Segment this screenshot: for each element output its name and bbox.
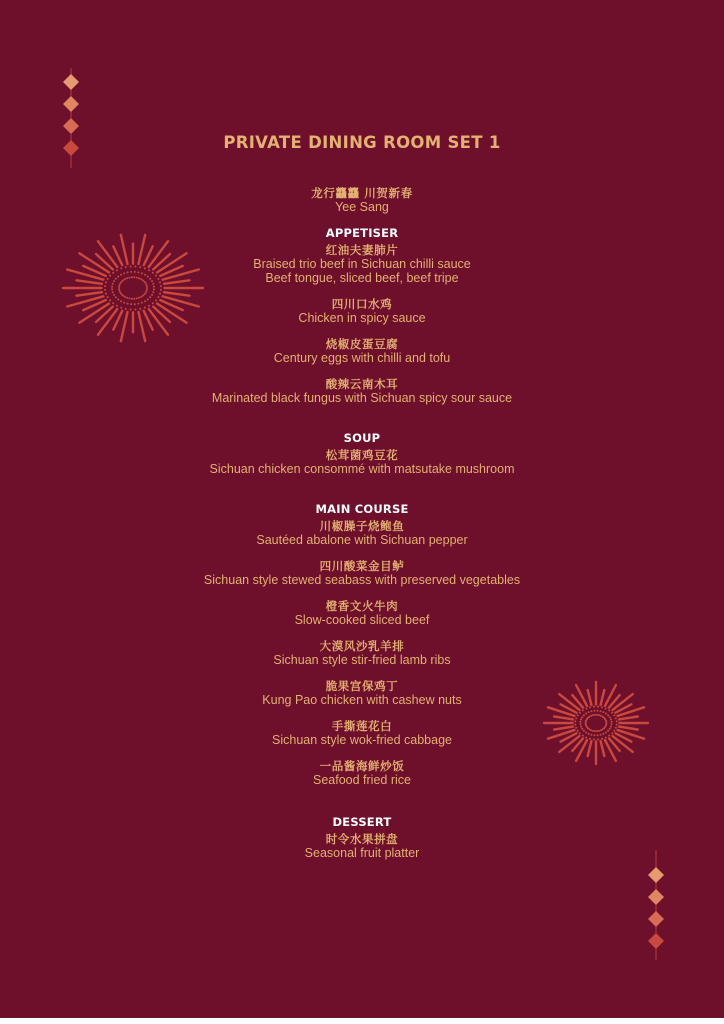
menu-item [0,679,724,707]
menu-item [0,759,724,787]
menu-item [0,448,724,476]
dish-name-en: Sichuan chicken consommé with matsutake mushroom [209,462,515,476]
menu-item [0,519,724,547]
dish-name-en: Kung Pao chicken with cashew nuts [262,693,462,707]
section-dessert [0,815,724,860]
diamond-chain-icon [646,850,666,960]
dish-name-cn: 红油夫妻肺片 [325,243,399,257]
menu-item [0,559,724,587]
menu-item [0,599,724,627]
dish-name-en: Sichuan style wok-fried cabbage [272,733,452,747]
menu-item [0,719,724,747]
dish-name-en: Sichuan style stewed seabass with preserved vegetables [203,573,521,587]
menu-item [0,337,724,365]
dish-description: Beef tongue, sliced beef, beef tripe [265,271,459,285]
dish-name-en: Slow-cooked sliced beef [294,613,430,627]
dish-name-cn: 脆果宫保鸡丁 [325,679,399,693]
diamond-chain-icon [61,68,81,168]
dish-name-cn: 松茸菌鸡豆花 [325,448,399,462]
page-title: PRIVATE DINING ROOM SET 1 [223,133,501,152]
intro-dish [0,186,724,214]
dish-name-cn: 龙行龘龘 川贺新春 [311,186,413,200]
dish-name-cn: 手撕莲花白 [331,719,393,733]
dish-name-en: Century eggs with chilli and tofu [273,351,451,365]
dish-name-cn: 烧椒皮蛋豆腐 [325,337,399,351]
menu-item [0,297,724,325]
dish-name-en: Braised trio beef in Sichuan chilli sauce [253,257,471,271]
dish-name-en: Seafood fried rice [313,773,411,787]
menu-item [0,832,724,860]
menu-item [0,639,724,667]
section-heading: MAIN COURSE [315,502,409,516]
dish-name-en: Sichuan style stir-fried lamb ribs [273,653,451,667]
section-main-course [0,502,724,787]
dish-name-cn: 大漠风沙乳羊排 [319,639,405,653]
dish-name-cn: 川椒臊子烧鲍鱼 [319,519,405,533]
dish-name-en: Yee Sang [335,200,389,214]
dish-name-cn: 时令水果拼盘 [325,832,399,846]
menu-item [0,243,724,285]
dish-name-cn: 橙香文火牛肉 [325,599,399,613]
dish-name-en: Seasonal fruit platter [304,846,420,860]
dish-name-cn: 四川口水鸡 [331,297,393,311]
section-heading: SOUP [343,431,381,445]
dish-name-cn: 一品酱海鲜炒饭 [319,759,405,773]
menu-item [0,377,724,405]
dish-name-en: Chicken in spicy sauce [298,311,426,325]
dish-name-en: Marinated black fungus with Sichuan spicy sour sauce [211,391,513,405]
section-soup [0,431,724,476]
section-heading: DESSERT [332,815,392,829]
menu-content [0,186,724,860]
dish-name-cn: 四川酸菜金目鲈 [319,559,405,573]
dish-name-cn: 酸辣云南木耳 [325,377,399,391]
section-appetiser [0,226,724,405]
dish-name-en: Sautéed abalone with Sichuan pepper [256,533,468,547]
section-heading: APPETISER [325,226,399,240]
